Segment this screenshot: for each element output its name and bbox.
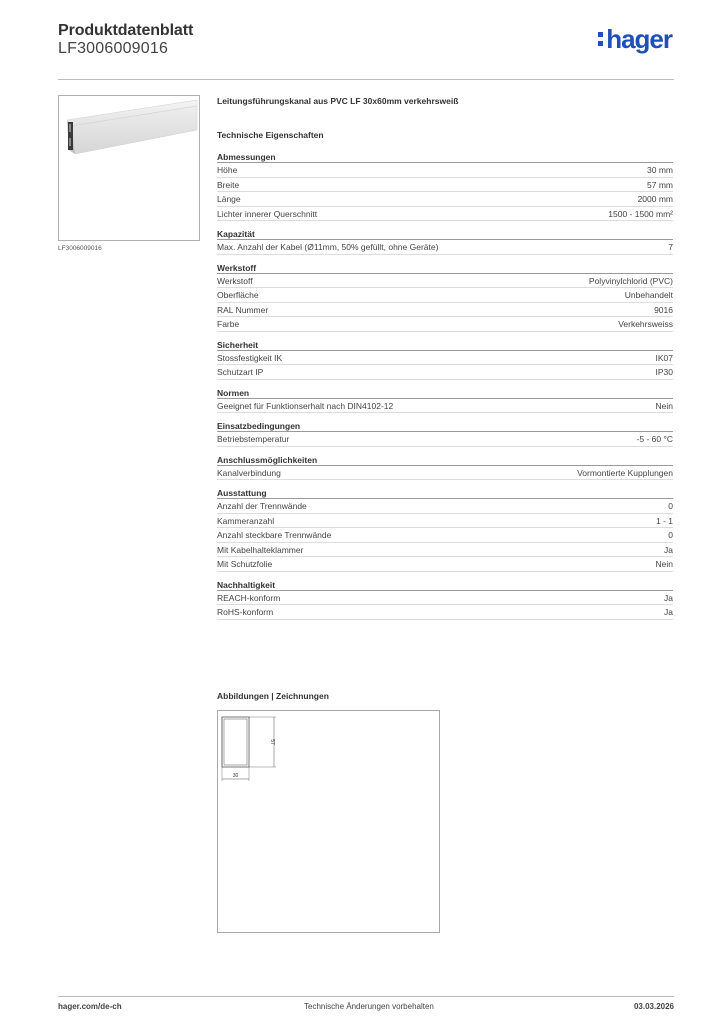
- hager-logo: [598, 26, 672, 52]
- property-label: Stossfestigkeit IK: [217, 352, 283, 363]
- property-row: [217, 365, 673, 380]
- property-row: [217, 317, 673, 332]
- footer-date: 03.03.2026: [633, 1002, 674, 1011]
- property-row: [217, 178, 673, 193]
- property-row: [217, 351, 673, 366]
- property-value: 9016: [654, 304, 673, 315]
- logo-text: hager: [606, 24, 672, 54]
- property-row: [217, 591, 673, 606]
- image-caption: LF3006009016: [58, 245, 102, 252]
- section: [217, 420, 673, 447]
- property-row: [217, 303, 673, 318]
- property-row: [217, 288, 673, 303]
- property-label: Mit Schutzfolie: [217, 559, 273, 569]
- property-value: Nein: [655, 400, 673, 411]
- property-sections: [217, 151, 673, 620]
- footer-notice: Technische Änderungen vorbehalten: [304, 1002, 434, 1011]
- section: [217, 262, 673, 332]
- section-title: Normen: [217, 387, 673, 399]
- property-label: RoHS-konform: [217, 607, 274, 617]
- property-row: [217, 207, 673, 222]
- section-title: Abmessungen: [217, 151, 673, 163]
- property-row: [217, 432, 673, 447]
- property-value: Ja: [664, 592, 673, 603]
- section: [217, 487, 673, 572]
- property-value: 0: [668, 501, 673, 511]
- property-label: Betriebstemperatur: [217, 434, 290, 444]
- page-footer: [58, 996, 674, 1012]
- section-title: Sicherheit: [217, 339, 673, 351]
- property-label: Lichter innerer Querschnitt: [217, 208, 318, 219]
- property-row: [217, 543, 673, 558]
- section-title: Ausstattung: [217, 487, 673, 499]
- property-value: 1 - 1: [655, 515, 673, 526]
- property-label: Anzahl der Trennwände: [217, 501, 307, 511]
- property-row: [217, 605, 673, 620]
- property-value: Unbehandelt: [624, 290, 673, 300]
- property-label: Kammeranzahl: [217, 515, 275, 526]
- property-label: Werkstoff: [217, 275, 253, 286]
- section: [217, 454, 673, 481]
- footer-website: hager.com/de-ch: [58, 1002, 122, 1011]
- dim-width-label: 30: [232, 773, 239, 779]
- property-row: [217, 499, 673, 514]
- property-row: [217, 192, 673, 207]
- page-header: [58, 20, 674, 80]
- cable-duct-image: [59, 96, 199, 240]
- property-row: [217, 514, 673, 529]
- property-value: IP30: [655, 367, 673, 377]
- property-label: Oberfläche: [217, 290, 259, 300]
- property-row: [217, 274, 673, 289]
- property-label: Kanalverbindung: [217, 467, 281, 478]
- property-row: [217, 399, 673, 414]
- property-label: Schutzart IP: [217, 367, 264, 377]
- property-row: [217, 528, 673, 543]
- property-value: 30 mm: [647, 165, 673, 175]
- property-value: 2000 mm: [637, 194, 673, 204]
- property-label: Mit Kabelhalteklammer: [217, 544, 304, 555]
- section: [217, 151, 673, 221]
- property-value: IK07: [655, 352, 673, 363]
- properties-title: Technische Eigenschaften: [217, 130, 324, 140]
- technical-drawing: [217, 710, 440, 933]
- property-value: Nein: [655, 559, 673, 569]
- property-value: 1500 - 1500 mm²: [608, 208, 673, 219]
- product-image: [58, 95, 200, 241]
- property-label: Breite: [217, 179, 240, 190]
- property-value: Ja: [664, 544, 673, 555]
- section: [217, 387, 673, 414]
- property-label: Höhe: [217, 165, 238, 175]
- property-value: Vormontierte Kupplungen: [577, 467, 673, 478]
- section: [217, 339, 673, 380]
- property-label: Anzahl steckbare Trennwände: [217, 530, 332, 540]
- property-label: Farbe: [217, 319, 240, 329]
- property-value: Verkehrsweiss: [618, 319, 673, 329]
- property-value: 0: [668, 530, 673, 540]
- section-title: Nachhaltigkeit: [217, 579, 673, 591]
- cross-section-drawing: [218, 711, 439, 932]
- section: [217, 228, 673, 255]
- technical-data: [217, 96, 673, 620]
- product-code: LF3006009016: [58, 40, 169, 57]
- property-row: [217, 557, 673, 572]
- property-label: Geeignet für Funktionserhalt nach DIN4102-12: [217, 400, 394, 411]
- property-label: Max. Anzahl der Kabel (Ø11mm, 50% gefüllt, ohne Geräte): [217, 242, 439, 252]
- product-title: Leitungsführungskanal aus PVC LF 30x60mm verkehrsweiß: [217, 96, 459, 106]
- section: [217, 579, 673, 620]
- property-value: Polyvinylchlorid (PVC): [588, 275, 673, 286]
- property-label: REACH-konform: [217, 592, 281, 603]
- section-title: Kapazität: [217, 228, 673, 240]
- logo-colon-icon: [598, 30, 604, 48]
- dim-height-label: 57: [269, 739, 275, 745]
- property-row: [217, 240, 673, 255]
- property-row: [217, 466, 673, 481]
- property-value: Ja: [664, 607, 673, 617]
- section-title: Werkstoff: [217, 262, 673, 274]
- section-title: Anschlussmöglichkeiten: [217, 454, 673, 466]
- property-label: Länge: [217, 194, 241, 204]
- section-title: Einsatzbedingungen: [217, 420, 673, 432]
- property-label: RAL Nummer: [217, 304, 269, 315]
- property-value: 7: [668, 242, 673, 252]
- drawings-title: Abbildungen | Zeichnungen: [217, 691, 329, 701]
- document-title: Produktdatenblatt: [58, 22, 194, 39]
- property-row: [217, 163, 673, 178]
- property-value: 57 mm: [647, 179, 673, 190]
- property-value: -5 - 60 °C: [636, 434, 673, 444]
